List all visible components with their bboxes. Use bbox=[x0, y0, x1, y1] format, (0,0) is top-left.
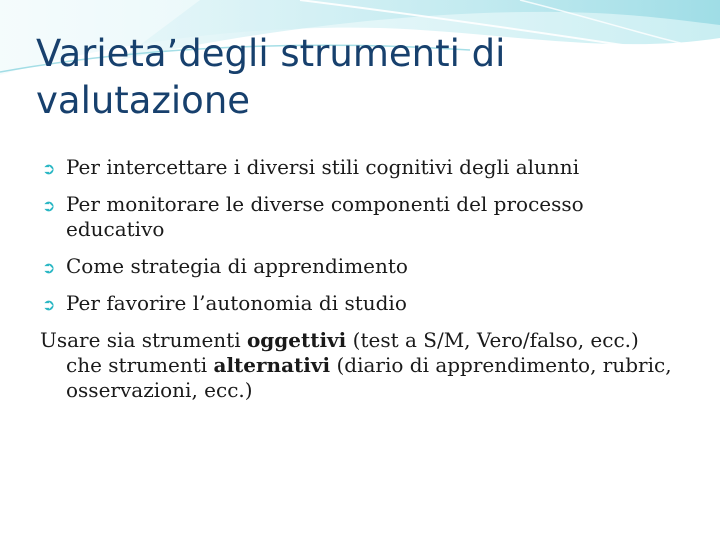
paragraph-text: (test a S/M, Vero/falso, ecc.) che strumenti bbox=[66, 328, 639, 377]
slide-body bbox=[40, 155, 680, 403]
bullet-text: Come strategia di apprendimento bbox=[66, 254, 408, 278]
bullet-item bbox=[40, 254, 680, 279]
arrow-bullet-icon: ➲ bbox=[42, 295, 56, 314]
bullet-text: Per monitorare le diverse componenti del processo educativo bbox=[66, 192, 584, 241]
strategy-paragraph bbox=[40, 328, 680, 403]
arrow-bullet-icon: ➲ bbox=[42, 196, 56, 215]
arrow-bullet-icon: ➲ bbox=[42, 258, 56, 277]
bullet-text: Per favorire l’autonomia di studio bbox=[66, 291, 407, 315]
bold-term-oggettivi: oggettivi bbox=[246, 328, 347, 352]
bold-term-alternativi: alternativi bbox=[213, 353, 331, 377]
bullet-item bbox=[40, 291, 680, 316]
bullet-item bbox=[40, 155, 680, 180]
paragraph-text: (diario di apprendimento, rubric, osservazioni, ecc.) bbox=[66, 353, 672, 402]
bullet-item bbox=[40, 192, 680, 242]
slide-title: Varieta’degli strumenti di valutazione bbox=[36, 32, 506, 122]
arrow-bullet-icon: ➲ bbox=[42, 159, 56, 178]
bullet-text: Per intercettare i diversi stili cognitivi degli alunni bbox=[66, 155, 580, 179]
paragraph-text: Usare sia strumenti bbox=[40, 328, 247, 352]
